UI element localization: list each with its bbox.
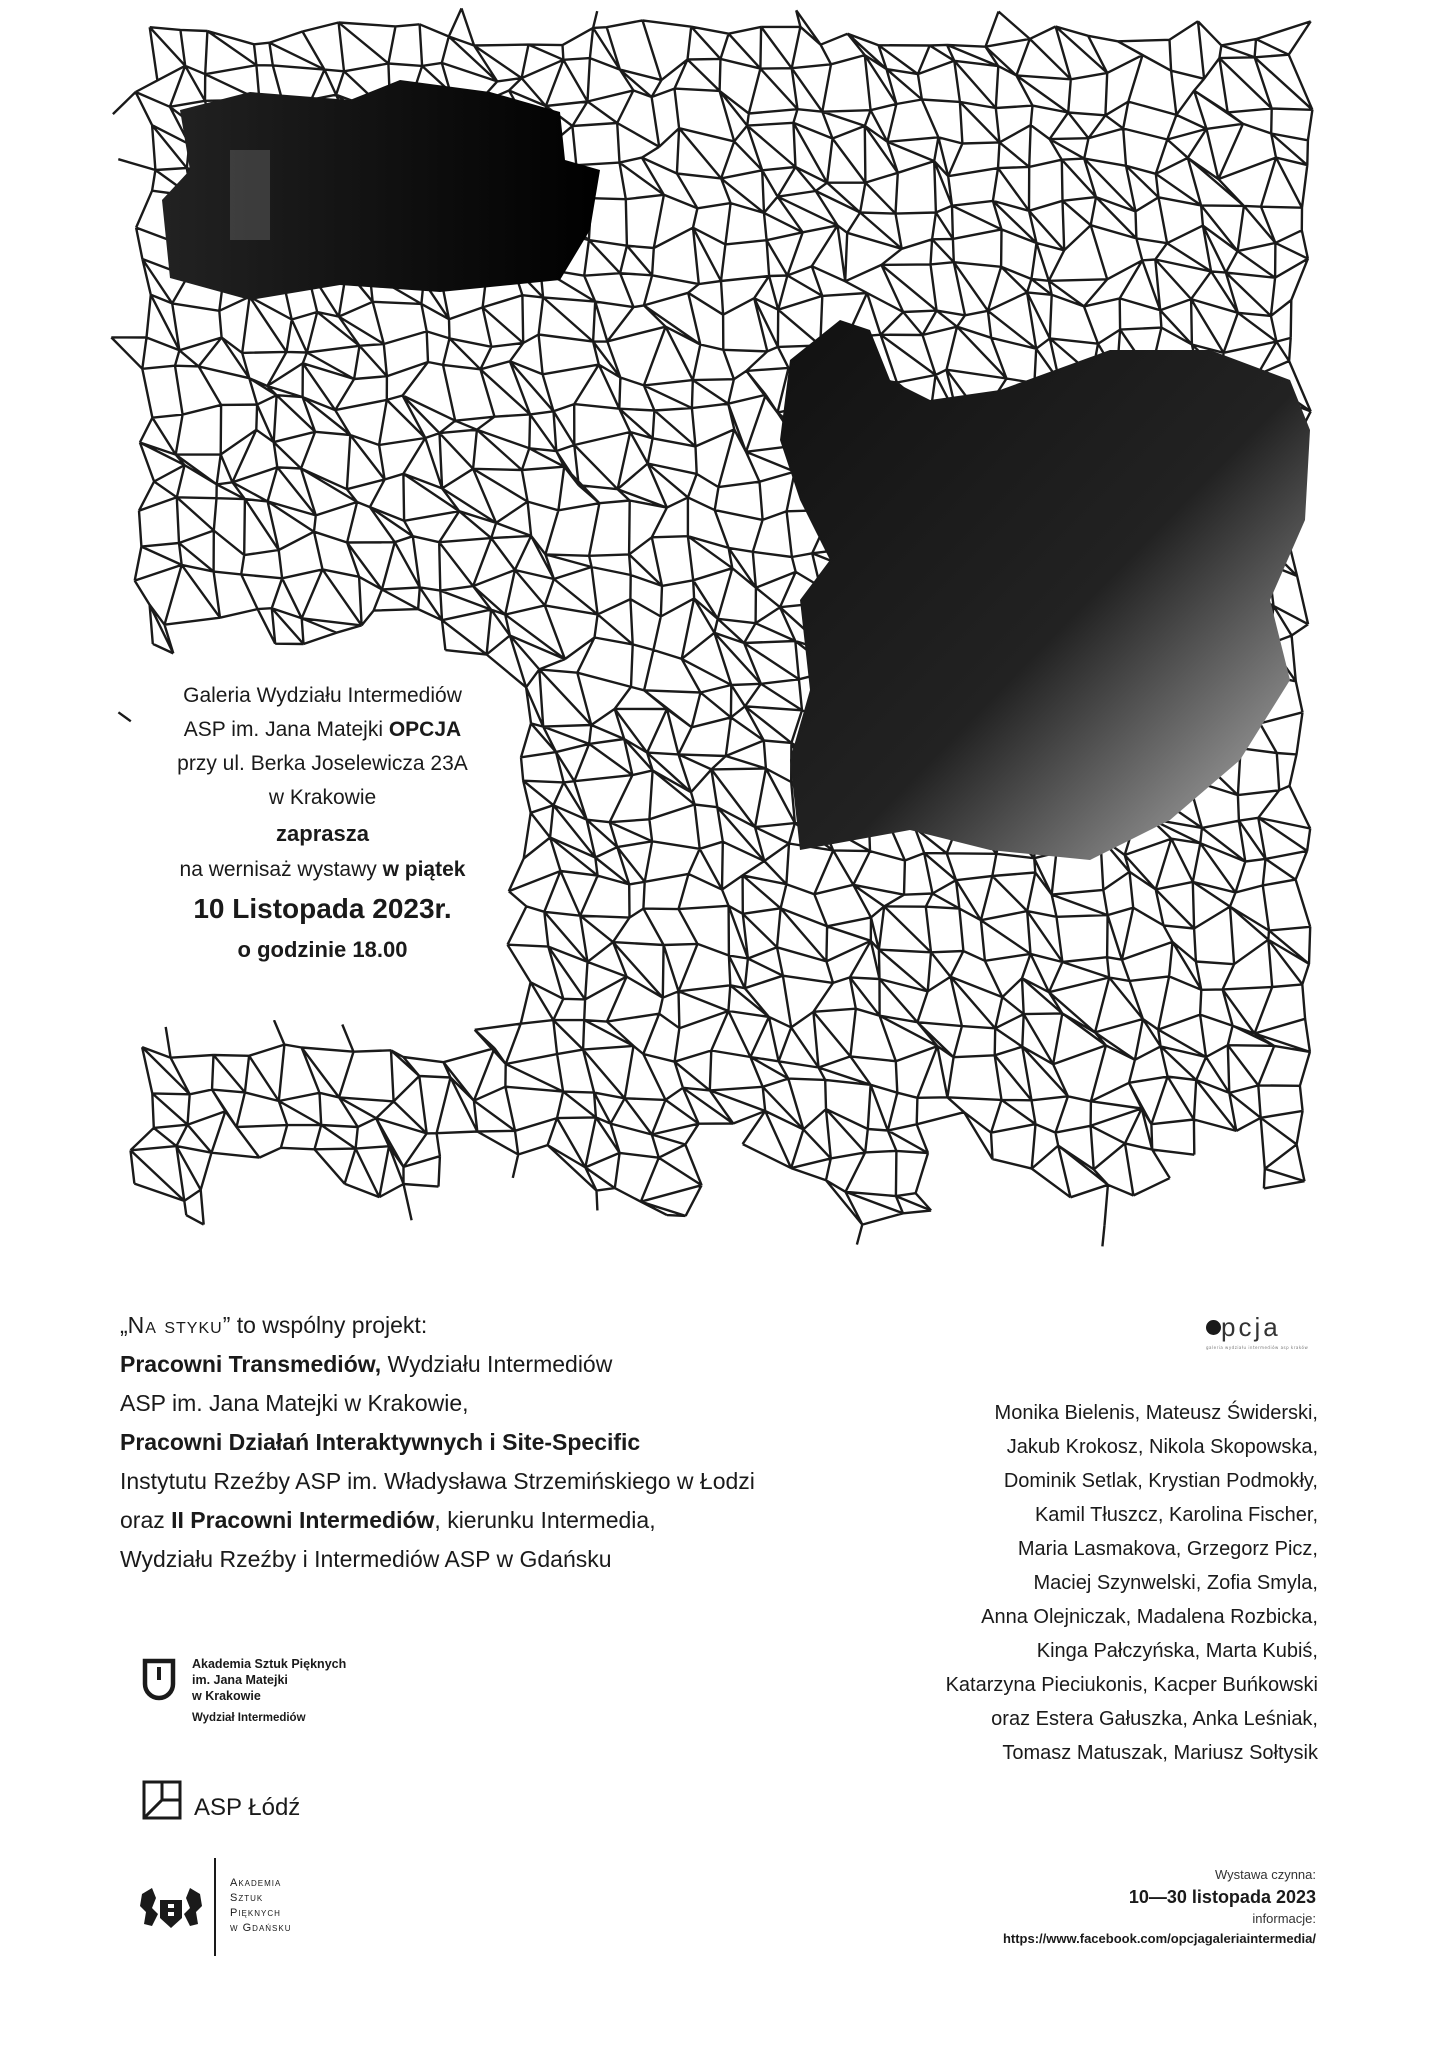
artists-list bbox=[758, 1396, 1318, 1770]
artists-line: Maria Lasmakova, Grzegorz Picz, bbox=[1017, 1538, 1318, 1560]
artists-line: Anna Olejniczak, Madalena Rozbicka, bbox=[981, 1606, 1318, 1628]
asp-gdansk-logo: Akademia Sztuk Pięknych w Gdańsku bbox=[138, 1858, 338, 1958]
project-title: Na styku bbox=[127, 1312, 223, 1338]
invitation-panel bbox=[150, 665, 495, 1020]
artists-line: Katarzyna Pieciukonis, Kacper Buńkowski bbox=[945, 1674, 1318, 1696]
gallery-name: Galeria Wydziału Intermediów bbox=[183, 684, 462, 707]
gallery-city: w Krakowie bbox=[268, 786, 377, 809]
artists-line: oraz Estera Gałuszka, Anka Leśniak, bbox=[991, 1708, 1318, 1730]
exhibition-open-label: Wystawa czynna: bbox=[1214, 1867, 1316, 1882]
asp-lodz-square-icon bbox=[142, 1780, 182, 1820]
artwork-letters-styku bbox=[780, 320, 1310, 860]
artists-line: Jakub Krokosz, Nikola Skopowska, bbox=[1006, 1436, 1318, 1458]
vernissage-line: na wernisaż wystawy w piątek bbox=[179, 858, 466, 881]
artists-line: Kamil Tłuszcz, Karolina Fischer, bbox=[1034, 1504, 1318, 1526]
exhibition-info bbox=[1003, 1866, 1316, 1950]
asp-krakow-logo: Akademia Sztuk Pięknych im. Jana Matejki w Krakowie Wydział Intermediów bbox=[142, 1656, 402, 1726]
gallery-address: przy ul. Berka Joselewicza 23A bbox=[177, 752, 468, 775]
opening-time: o godzinie 18.00 bbox=[237, 937, 408, 962]
invite-word: zaprasza bbox=[276, 821, 369, 846]
gallery-opcja: OPCJA bbox=[388, 718, 462, 741]
exhibition-dates: 10—30 listopada 2023 bbox=[1128, 1887, 1316, 1907]
artists-line: Dominik Setlak, Krystian Podmokły, bbox=[1003, 1470, 1318, 1492]
gallery-academy-line: ASP im. Jana Matejki OPCJA bbox=[183, 718, 462, 741]
mesh-artwork bbox=[110, 0, 1330, 1270]
asp-lodz-logo: ASP Łódź bbox=[142, 1780, 342, 1820]
project-description: „Na styku” to wspólny projekt: Pracowni Transmediów, Wydziału Intermediów ASP im. Jana Matejki w Krakowie, Pracowni Działań Interaktywnych i Site-Specific Instytutu Rzeźby ASP im. Władysława Strzemińskiego w Łodzi oraz II Pracowni Intermediów, kierunku Intermedia, Wydziału Rzeźby i Intermediów ASP w Gdańsku bbox=[120, 1312, 755, 1572]
artists-line: Maciej Szynwelski, Zofia Smyla, bbox=[1033, 1572, 1318, 1594]
artists-line: Kinga Pałczyńska, Marta Kubiś, bbox=[1036, 1640, 1318, 1662]
divider bbox=[214, 1858, 216, 1956]
asp-gdansk-lions-crest-icon bbox=[138, 1884, 204, 1934]
opening-date: 10 Listopada 2023r. bbox=[193, 893, 452, 924]
artwork-letters-na bbox=[162, 80, 600, 300]
opcja-dot-icon bbox=[1206, 1320, 1221, 1335]
facebook-link[interactable]: https://www.facebook.com/opcjagaleriaintermedia/ bbox=[1002, 1931, 1316, 1946]
info-label: informacje: bbox=[1252, 1911, 1316, 1926]
opcja-logo: pcja galeria wydziału intermediów asp kraków bbox=[1206, 1312, 1309, 1350]
artists-line: Tomasz Matuszak, Mariusz Sołtysik bbox=[1002, 1742, 1318, 1764]
asp-krakow-shield-icon bbox=[142, 1658, 176, 1704]
artists-line: Monika Bielenis, Mateusz Świderski, bbox=[994, 1402, 1318, 1424]
